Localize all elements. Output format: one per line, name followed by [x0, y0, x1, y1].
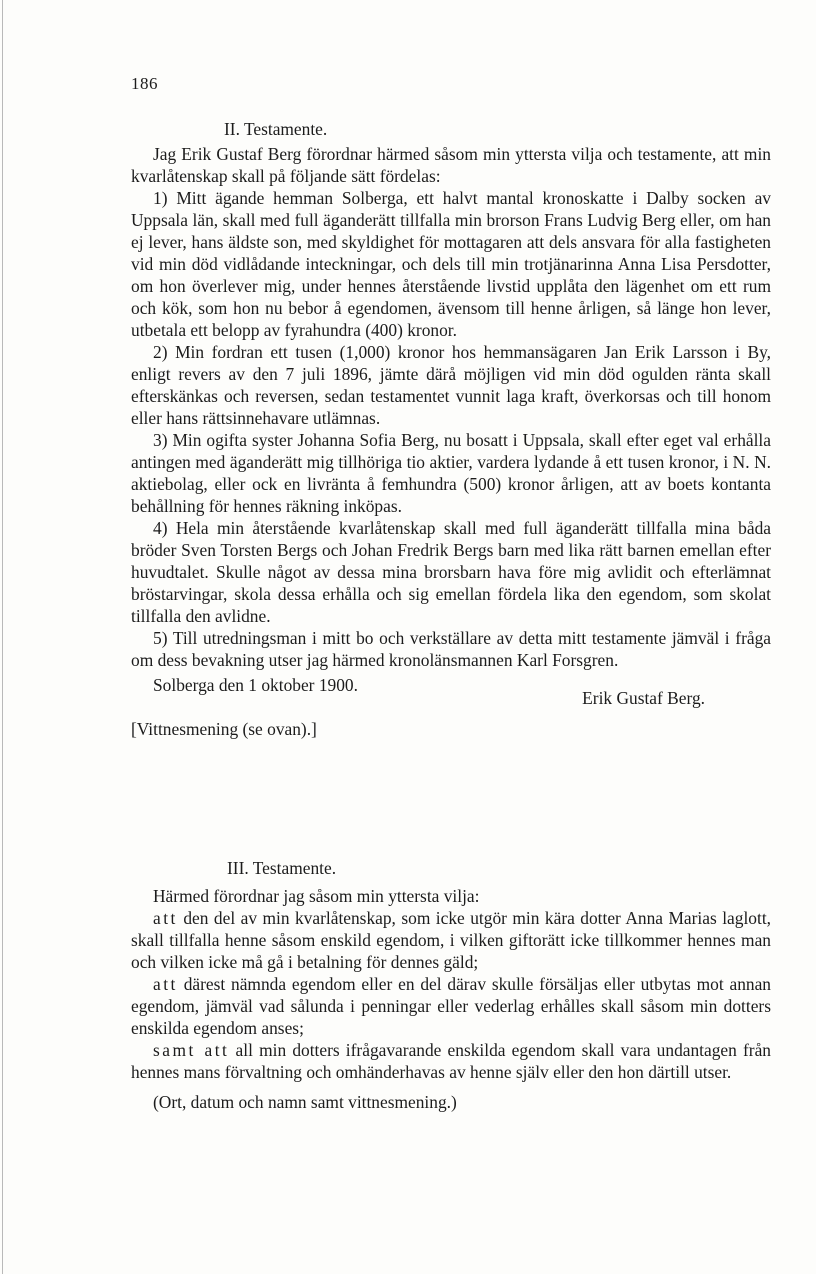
clause-3	[131, 1039, 771, 1083]
testament-item-2: 2) Min fordran ett tusen (1,000) kronor hos hemmansägaren Jan Erik Larsson i By, enligt revers av den 7 juli 1896, jämte därå möjligen vid min död ogulden ränta skall efterskänkas och reversen, sedan testamentet vunnit laga kraft, överkorsas och till honom eller hans rättsinnehavare utlämnas.	[131, 342, 771, 428]
witness-note: [Vittnesmening (se ovan).]	[131, 719, 317, 739]
testament-item-5: 5) Till utredningsman i mitt bo och verkställare av detta mitt testamente jämväl i fråga om dess bevakning utser jag härmed kronolänsmannen Karl Forsgren.	[131, 628, 771, 670]
date-line: Solberga den 1 oktober 1900.	[153, 675, 358, 695]
page-number: 186	[131, 74, 158, 93]
section-heading: II. Testamente.	[224, 119, 328, 139]
testament-item-4: 4) Hela min återstående kvarlåtenskap skall med full äganderätt tillfalla mina båda bröder Sven Torsten Bergs och Johan Fredrik Bergs barn med lika rätt barnen emellan efter huvudtalet. Skulle något av dessa mina brorsbarn hava före mig avlidit och efterlämnat bröstarvingar, skola dessa erhålla och sig emellan fördela lika den egendom, som skolat tillfalla den avlidne.	[131, 518, 771, 626]
clause-text: all min dotters ifrågavarande enskilda egendom skall vara undantagen från hennes mans förvaltning och omhänderhavas av henne själv eller den hon därtill utser.	[131, 1040, 771, 1082]
testament-item-1: 1) Mitt ägande hemman Solberga, ett halvt mantal kronoskatte i Dalby socken av Uppsala län, skall med full äganderätt tillfalla min brorson Frans Ludvig Berg eller, om han ej lever, hans äldste son, med skyldighet för mottagaren att dels ansvara för alla fastigheten vid min död vidlådande inteckningar, och dels till min trotjänarinna Anna Lisa Persdotter, om hon överlever mig, under hennes återstående livstid upplåta den lägenhet om ett rum och kök, som hon nu bebor å egendomen, ävensom till henne årligen, så länge hon lever, utbetala ett belopp av fyrahundra (400) kronor.	[131, 188, 771, 340]
date-signature-row	[131, 674, 771, 708]
scan-edge-line	[2, 0, 3, 1274]
clause-1	[131, 907, 771, 973]
testament-ii-section	[131, 118, 771, 740]
closing-note: (Ort, datum och namn samt vittnesmening.)	[153, 1092, 457, 1112]
testament-intro: Jag Erik Gustaf Berg förordnar härmed såsom min yttersta vilja och testamente, att min kvarlåtenskap skall på följande sätt fördelas:	[131, 144, 771, 186]
clause-text: den del av min kvarlåtenskap, som icke utgör min kära dotter Anna Marias laglott, skall tillfalla henne såsom enskild egendom, i vilken giftorätt icke tillkommer hennes man och vilken icke må gå i betalning för dennes gäld;	[131, 908, 771, 972]
clause-lead: att	[153, 974, 178, 994]
testament-item-3: 3) Min ogifta syster Johanna Sofia Berg, nu bosatt i Uppsala, skall efter eget val erhålla antingen med äganderätt mig tillhöriga tio aktier, vardera lydande å ett tusen kronor, i N. N. aktiebolag, eller ock en livränta å femhundra (500) kronor årligen, att av boets kontanta behållning för hennes räkning inköpas.	[131, 430, 771, 516]
section-heading: III. Testamente.	[227, 858, 337, 878]
testament-intro: Härmed förordnar jag såsom min yttersta vilja:	[153, 886, 480, 906]
testament-iii-section	[131, 857, 771, 1113]
clause-text: därest nämnda egendom eller en del därav skulle försäljas eller utbytas mot annan egendom, jämväl vad sålunda i penningar eller vederlag erhålles skall såsom min dotters enskilda egendom anses;	[131, 974, 771, 1038]
clause-lead: att	[153, 908, 178, 928]
signature: Erik Gustaf Berg.	[582, 688, 705, 708]
clause-2	[131, 973, 771, 1039]
clause-lead: samt att	[153, 1040, 230, 1060]
